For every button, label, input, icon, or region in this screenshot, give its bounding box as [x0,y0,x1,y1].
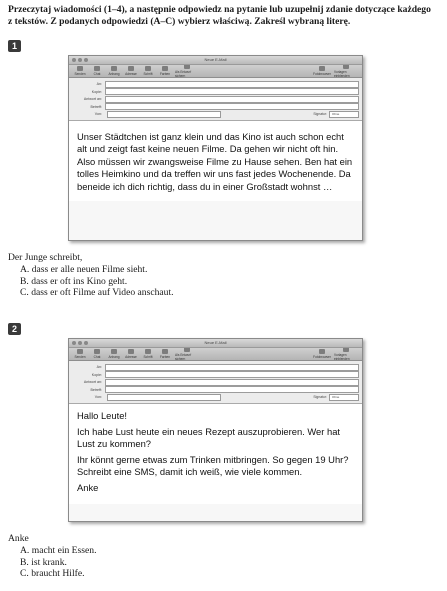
answer-option-a[interactable]: A. dass er alle neuen Filme sieht. [20,263,148,275]
question-stem: Anke [8,533,29,544]
send-icon [77,349,83,354]
question-stem: Der Junge schreibt, [8,252,83,263]
chat-icon [94,349,100,354]
email-body-2[interactable] [69,404,362,504]
from-label: Von: [94,395,102,400]
subject-label: Betreff: [90,104,102,109]
email-paragraph: Ihr könnt gerne etwas zum Trinken mitbringen. So gegen 19 Uhr? Schreibt eine SMS, damit ich weiß, wie viele kommen. [77,453,349,477]
attach-button[interactable]: Anhang [107,349,121,359]
mail-header-fields [69,361,362,404]
email-window-1 [68,55,363,241]
answer-option-a[interactable]: A. macht ein Essen. [20,544,97,556]
address-book-icon [128,349,134,354]
chat-button[interactable]: Chat [90,66,104,76]
reply-to-label: Antwort an: [83,380,102,385]
task-number-1: 1 [8,40,21,52]
email-body-1[interactable]: Unser Städtchen ist ganz klein und das Kino ist auch schon echt alt und zeigt fast keine neuen Filme. Da gehen wir nicht oft hin. Also müssen wir zwangsweise Filme zu Hause sehen. Ben hat ein tolles Heimkino und da treffen wir uns fast jedes Wochenende. Da beneide ich dich richtig, dass du in einer Großstadt wohnst … [69,121,362,202]
paperclip-icon [111,66,117,71]
cc-label: Kopie: [91,372,102,377]
colors-button[interactable]: Farben [158,349,172,359]
close-window-button[interactable] [72,58,76,62]
reply-to-field[interactable] [105,379,359,386]
window-title: Neue E-Mail [204,57,227,62]
show-stationery-button[interactable]: Vorlagen einblenden [334,64,358,78]
send-icon [77,66,83,71]
color-icon [162,66,168,71]
cc-field[interactable] [105,371,359,378]
window-controls [72,58,88,62]
answer-option-b[interactable]: B. dass er oft ins Kino geht. [20,275,128,287]
to-label: An: [96,365,102,370]
signature-label: Signatur: [313,112,327,117]
font-icon [145,349,151,354]
photo-browser-button[interactable]: Fotobrowser [313,66,331,76]
subject-field[interactable] [105,386,359,393]
save-draft-button[interactable]: Als Entwurf sichern [175,64,199,78]
attach-button[interactable]: Anhang [107,66,121,76]
fonts-button[interactable]: Schrift [141,66,155,76]
paperclip-icon [111,349,117,354]
window-titlebar [69,56,362,65]
save-draft-button[interactable]: Als Entwurf sichern [175,347,199,361]
reply-to-label: Antwort an: [83,97,102,102]
minimize-window-button[interactable] [78,341,82,345]
photo-icon [319,349,325,354]
to-field[interactable] [105,81,359,88]
chat-button[interactable]: Chat [90,349,104,359]
address-button[interactable]: Adresse [124,349,138,359]
to-field[interactable] [105,364,359,371]
from-select[interactable] [107,111,221,118]
zoom-window-button[interactable] [84,58,88,62]
zoom-window-button[interactable] [84,341,88,345]
reply-to-field[interactable] [105,96,359,103]
to-label: An: [96,82,102,87]
signature-select[interactable]: Ohne [329,111,359,118]
font-icon [145,66,151,71]
question-1 [8,252,174,299]
from-select[interactable] [107,394,221,401]
show-stationery-button[interactable]: Vorlagen einblenden [334,347,358,361]
mail-toolbar [69,348,362,361]
email-paragraph: Ich habe Lust heute ein neues Rezept auszuprobieren. Wer hat Lust zu kommen? [77,425,341,449]
email-greeting: Hallo Leute! [77,409,128,421]
photo-browser-button[interactable]: Fotobrowser [313,349,331,359]
signature-select[interactable]: Ohne [329,394,359,401]
window-titlebar [69,339,362,348]
fonts-button[interactable]: Schrift [141,349,155,359]
from-label: Von: [94,112,102,117]
send-button[interactable]: Senden [73,349,87,359]
colors-button[interactable]: Farben [158,66,172,76]
color-icon [162,349,168,354]
question-2 [8,533,96,580]
task-number-2: 2 [8,323,21,335]
subject-label: Betreff: [90,387,102,392]
answer-option-b[interactable]: B. ist krank. [20,556,67,568]
minimize-window-button[interactable] [78,58,82,62]
mail-header-fields [69,78,362,121]
window-title: Neue E-Mail [204,340,227,345]
send-button[interactable]: Senden [73,66,87,76]
cc-field[interactable] [105,88,359,95]
photo-icon [319,66,325,71]
address-button[interactable]: Adresse [124,66,138,76]
signature-label: Signatur: [313,395,327,400]
answer-option-c[interactable]: C. braucht Hilfe. [20,568,85,580]
answer-option-c[interactable]: C. dass er oft Filme auf Video anschaut. [20,287,174,299]
cc-label: Kopie: [91,89,102,94]
window-controls [72,341,88,345]
address-book-icon [128,66,134,71]
close-window-button[interactable] [72,341,76,345]
mail-toolbar [69,65,362,78]
email-signature: Anke [77,481,99,493]
subject-field[interactable] [105,103,359,110]
task-instructions: Przeczytaj wiadomości (1–4), a następnie odpowiedz na pytanie lub uzupełnij zdanie dotyczące każdego z tekstów. Z podanych odpowiedzi (A–C) wybierz właściwą. Zakreśl wybraną literę. [8,4,431,27]
email-window-2 [68,338,363,522]
chat-icon [94,66,100,71]
